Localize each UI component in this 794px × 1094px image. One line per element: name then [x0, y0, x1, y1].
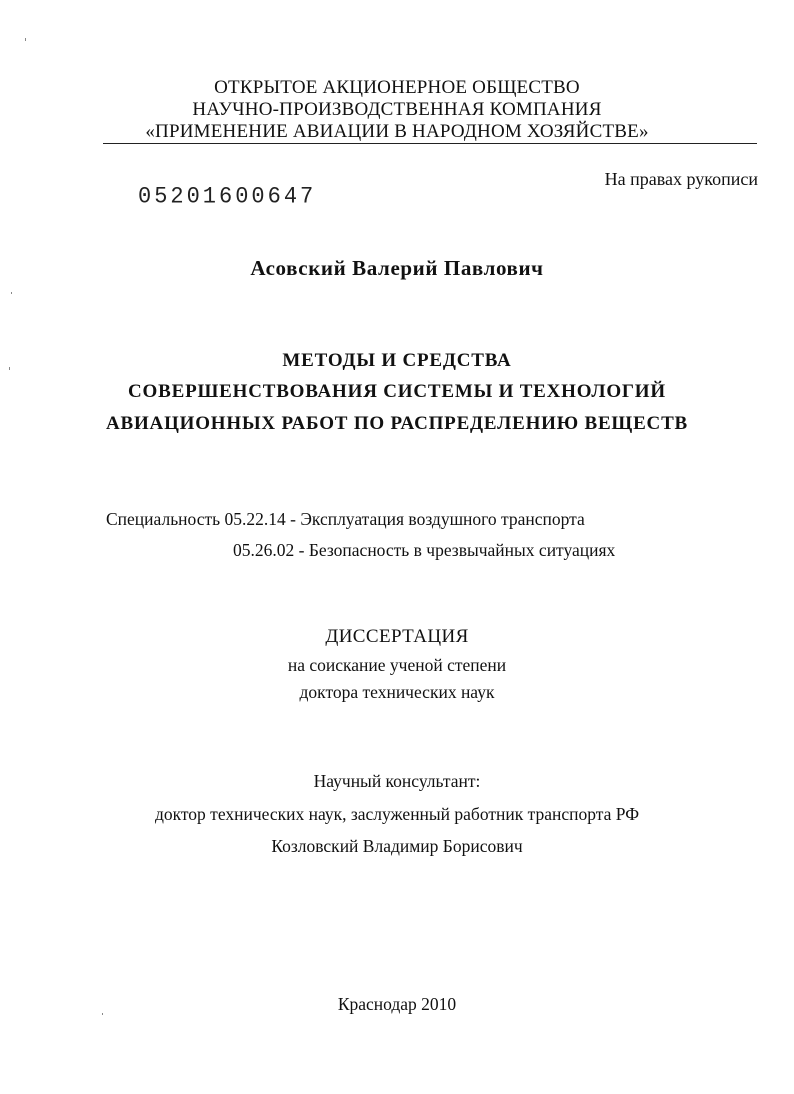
scan-speck	[25, 38, 26, 41]
specialty-line-2: 05.26.02 - Безопасность в чрезвычайных ситуациях	[233, 540, 616, 560]
organization-line-3: «ПРИМЕНЕНИЕ АВИАЦИИ В НАРОДНОМ ХОЗЯЙСТВЕ»	[145, 121, 649, 142]
organization-line-1: ОТКРЫТОЕ АКЦИОНЕРНОЕ ОБЩЕСТВО	[214, 77, 580, 98]
header-divider	[103, 143, 757, 144]
consultant-heading: Научный консультант:	[313, 771, 481, 791]
title-line-3: АВИАЦИОННЫХ РАБОТ ПО РАСПРЕДЕЛЕНИЮ ВЕЩЕСТВ	[105, 413, 689, 434]
title-line-2: СОВЕРШЕНСТВОВАНИЯ СИСТЕМЫ И ТЕХНОЛОГИЙ	[128, 381, 666, 402]
consultant-credentials: доктор технических наук, заслуженный работник транспорта РФ	[154, 804, 640, 824]
consultant-name: Козловский Владимир Борисович	[271, 836, 523, 856]
scan-speck	[11, 292, 12, 294]
scan-speck	[9, 367, 10, 370]
dissertation-heading: ДИССЕРТАЦИЯ	[325, 626, 469, 647]
degree-line-1: на соискание ученой степени	[287, 655, 507, 675]
archive-stamp-number: 05201600647	[138, 183, 317, 210]
degree-line-2: доктора технических наук	[299, 682, 495, 702]
place-and-year: Краснодар 2010	[337, 994, 457, 1014]
title-line-1: МЕТОДЫ И СРЕДСТВА	[282, 350, 512, 371]
author-name: Асовский Валерий Павлович	[250, 256, 544, 280]
scan-speck	[102, 1013, 103, 1015]
organization-line-2: НАУЧНО-ПРОИЗВОДСТВЕННАЯ КОМПАНИЯ	[192, 99, 602, 120]
specialty-line-1: Специальность 05.22.14 - Эксплуатация воздушного транспорта	[106, 509, 585, 529]
manuscript-rights-note: На правах рукописи	[604, 169, 758, 189]
